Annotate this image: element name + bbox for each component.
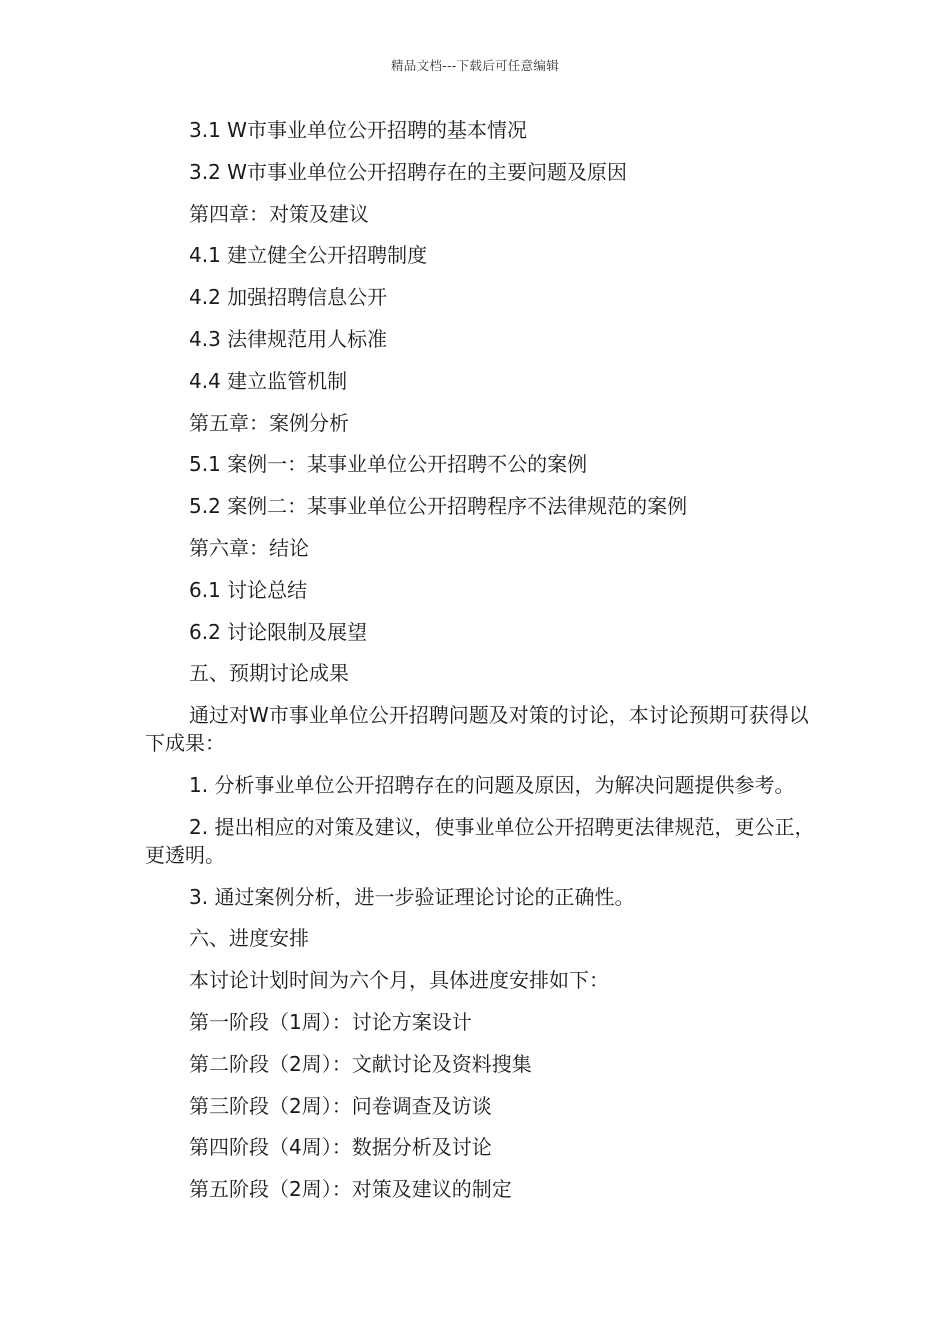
schedule-stage-1: 第一阶段（1周）：讨论方案设计 (189, 1009, 472, 1034)
toc-item-4-1: 4.1 建立健全公开招聘制度 (189, 243, 428, 268)
page-header: 精品文档---下载后可任意编辑 (390, 58, 560, 73)
toc-item-5-2: 5.2 案例二：某事业单位公开招聘程序不法律规范的案例 (189, 494, 688, 519)
section-heading-schedule: 六、进度安排 (189, 926, 309, 951)
schedule-stage-3: 第三阶段（2周）：问卷调查及访谈 (189, 1093, 492, 1118)
result-item-2: 2. 提出相应的对策及建议，使事业单位公开招聘更法律规范，更公正，更透明。 (145, 814, 815, 867)
toc-item-5-1: 5.1 案例一：某事业单位公开招聘不公的案例 (189, 452, 588, 477)
body-paragraph: 通过对W市事业单位公开招聘问题及对策的讨论，本讨论预期可获得以下成果： (145, 703, 809, 756)
toc-chapter-6: 第六章：结论 (189, 535, 309, 560)
schedule-stage-2: 第二阶段（2周）：文献讨论及资料搜集 (189, 1051, 532, 1076)
toc-chapter-4: 第四章：对策及建议 (189, 201, 369, 226)
result-item-1: 1. 分析事业单位公开招聘存在的问题及原因，为解决问题提供参考。 (189, 772, 795, 797)
result-item-3: 3. 通过案例分析，进一步验证理论讨论的正确性。 (189, 884, 635, 909)
schedule-stage-5: 第五阶段（2周）：对策及建议的制定 (189, 1177, 512, 1202)
toc-item-6-1: 6.1 讨论总结 (189, 577, 308, 602)
section-heading-expected-results: 五、预期讨论成果 (189, 661, 349, 686)
toc-item-4-3: 4.3 法律规范用人标准 (189, 326, 388, 351)
body-paragraph: 本讨论计划时间为六个月，具体进度安排如下： (189, 968, 609, 993)
toc-item-6-2: 6.2 讨论限制及展望 (189, 619, 368, 644)
toc-item-4-2: 4.2 加强招聘信息公开 (189, 285, 388, 310)
schedule-stage-4: 第四阶段（4周）：数据分析及讨论 (189, 1135, 492, 1160)
toc-item-3-2: 3.2 W市事业单位公开招聘存在的主要问题及原因 (189, 159, 627, 184)
document-body (145, 116, 815, 1217)
toc-chapter-5: 第五章：案例分析 (189, 410, 349, 435)
toc-item-4-4: 4.4 建立监管机制 (189, 368, 348, 393)
toc-item-3-1: 3.1 W市事业单位公开招聘的基本情况 (189, 118, 527, 142)
